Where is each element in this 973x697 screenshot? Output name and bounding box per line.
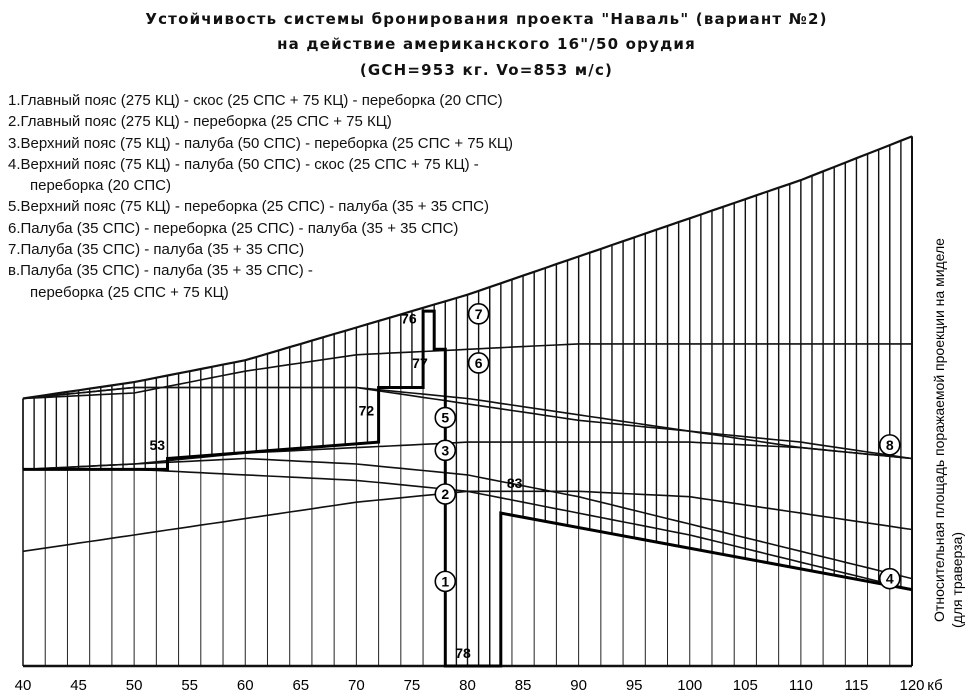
legend-item-7: 7.Палуба (35 СПС) - палуба (35 + 35 СПС) [8, 241, 305, 259]
x-tick-label: 115 [844, 677, 869, 694]
legend-item-8: в.Палуба (35 СПС) - палуба (35 + 35 СПС) - [8, 262, 313, 280]
x-tick-label: 120 [899, 677, 925, 694]
limit-label-77: 77 [412, 355, 428, 372]
x-tick-label: 110 [788, 677, 813, 694]
x-tick-label: 95 [625, 677, 643, 694]
x-tick-label: 70 [348, 677, 365, 694]
limit-label-83: 83 [506, 475, 523, 492]
x-tick-label: 50 [125, 677, 143, 694]
legend-item-4: 4.Верхний пояс (75 КЦ) - палуба (50 СПС) - скос (25 СПС + 75 КЦ) - [8, 155, 479, 173]
limit-label-53: 53 [149, 436, 166, 453]
x-unit-label: кб [927, 677, 943, 694]
limit-label-78: 78 [455, 645, 471, 661]
limit-label-72: 72 [358, 402, 375, 419]
legend-item-8-cont: переборка (25 СПС + 75 КЦ) [30, 283, 229, 301]
legend-item-1: 1.Главный пояс (275 КЦ) - скос (25 СПС + 75 КЦ) - переборка (20 СПС) [8, 92, 503, 109]
chart-subtitle: на действие американского 16"/50 орудия [277, 35, 696, 53]
series-marker-label-1: 1 [441, 573, 450, 590]
legend-item-2: 2.Главный пояс (275 КЦ) - переборка (25 СПС + 75 КЦ) [8, 113, 392, 131]
x-tick-label: 65 [292, 677, 310, 694]
series-marker-label-7: 7 [474, 305, 483, 322]
x-tick-label: 85 [514, 677, 532, 694]
x-tick-label: 40 [14, 677, 32, 694]
series-marker-label-5: 5 [441, 409, 450, 426]
legend-item-5: 5.Верхний пояс (75 КЦ) - переборка (25 СПС) - палуба (35 + 35 СПС) [8, 198, 489, 216]
series-marker-label-4: 4 [885, 570, 894, 587]
chart-params: (GCH=953 кг. Vo=853 м/с) [359, 61, 614, 79]
legend-item-4-cont: переборка (20 СПС) [30, 177, 171, 195]
limit-label-76: 76 [401, 310, 417, 327]
x-tick-label: 105 [732, 677, 758, 694]
legend-item-3: 3.Верхний пояс (75 КЦ) - палуба (50 СПС) - переборка (25 СПС + 75 КЦ) [8, 134, 513, 152]
series-marker-label-8: 8 [885, 436, 894, 453]
series-marker-label-6: 6 [474, 354, 483, 371]
x-tick-label: 75 [403, 677, 421, 694]
x-tick-label: 80 [459, 677, 476, 694]
x-tick-label: 45 [70, 677, 87, 694]
x-tick-label: 90 [570, 677, 587, 694]
y-axis-label-sub: (для траверза) [949, 531, 965, 629]
legend-item-6: 6.Палуба (35 СПС) - переборка (25 СПС) - палуба (35 + 35 СПС) [8, 219, 459, 237]
series-marker-label-3: 3 [441, 442, 450, 459]
x-tick-label: 55 [181, 677, 199, 694]
x-tick-label: 60 [236, 677, 254, 694]
y-axis-label: Относительная площадь поражаемой проекции на миделе [931, 238, 947, 622]
chart-title: Устойчивость системы бронирования проекта "Наваль" (вариант №2) [145, 10, 828, 28]
series-marker-label-2: 2 [441, 486, 450, 503]
x-tick-label: 100 [677, 677, 703, 694]
